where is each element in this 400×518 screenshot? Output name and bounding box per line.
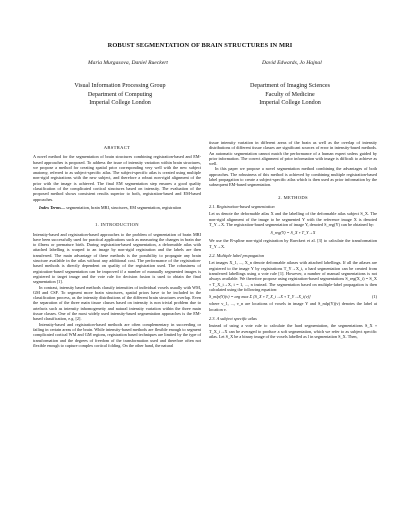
paper-title: ROBUST SEGMENTATION OF BRAIN STRUCTURES IN MRI [107, 42, 293, 49]
affil-right-line: Department of Imaging Sciences [249, 83, 331, 89]
intro-paragraph: In contrast, intensity based methods classify intensities of individual voxels usually with WM, GM and CSF. To segment more brain structures, spatial priors have to be included in the classification process, as the intensity distributions of the different brain structures overlap. Even the separation of the three main tissue classes based on intensity is non trivial problem due to artefacts such as intensity inhomogeneity and natural intensity variation within the three main tissue classes. One of the most widely used intensity-based segmentation approaches is the EM-based classification, e.g. [2]. [33, 284, 201, 322]
body-paragraph: tissue intensity variation in different areas of the brain as well as the overlap of intensity distributions of different tissue classes are significant sources of error in intensity-based methods. An automatic segmentation cannot match the performance of a human expert unless guided by prior information. The correct alignment of prior information with image is difficult to achieve as well. [209, 140, 377, 167]
authors-right: David Edwards, Jo Hajnal [262, 60, 322, 66]
abstract-heading: ABSTRACT [103, 145, 131, 150]
index-terms-text: segmentation, brain MRI, structures, EM segmentation, registration [65, 204, 182, 210]
affiliation-right [210, 82, 370, 108]
right-column [209, 140, 377, 339]
index-terms-label: Index Terms— [39, 204, 66, 210]
intro-paragraph: Intensity-based and registration-based methods are often complementary in succeeding or failing in certain areas of the brain. While intensity-based methods are flexible enough to segment complicated cortical WM and GM regions, registration based techniques are limited by the type of transformation and the degrees of freedom of the transformation used and therefore often not flexible enough to capture complex cortical folding. On the other hand, the natural [33, 321, 201, 348]
body-paragraph: Let us denote the deformable atlas X and the labelling of the deformable atlas subject S_X. The non-rigid alignment of the image to be segmented Y with the reference image X is denoted T_Y→X. The registration-based segmentation of image Y, denoted S_reg(Y) can be obtained by: [209, 211, 377, 227]
methods-heading: 2. METHODS [278, 194, 308, 200]
subsection-heading: 2.3. A subject specific atlas [209, 316, 257, 322]
equation: S_mlp(Y)(v) = arg max Σ [S_X ∘ T_X_i→X ∘ T_Y→X_i(v)] [209, 294, 311, 300]
equation: S_reg(Y) = S_X ∘ T_Y→X [270, 230, 316, 236]
authors-left: Maria Murgasova, Daniel Rueckert [88, 60, 168, 66]
intro-heading: 1. INTRODUCTION [95, 222, 139, 228]
body-paragraph: Let images X_1, ..., X_n denote deformable atlases with attached labellings. If all the atlases are registered to the image Y by registrations T_Y→X_i, a hard segmentation can be created from transferred labellings using a vote rule [1]. However, a number of manual segmentations is not always available. We therefore propose using registration-based segmentations S_reg(X_i) = S_X ∘ T_X_i→X, i = 1, ..., n instead. The segmentation based on multiple-label propagation is then calculated using the following equation: [209, 260, 377, 292]
subsection-heading: 2.2. Multiple label propagation [209, 253, 265, 259]
subsection-heading: 2.1. Registration-based segmentation [209, 203, 275, 209]
index-terms [33, 205, 201, 210]
equation-number: (1) [372, 294, 377, 300]
affil-right-line: Faculty of Medicine [265, 91, 315, 98]
affil-left-line: Visual Information Processing Group [74, 83, 166, 89]
abstract-text: A novel method for the segmentation of brain structures combining registration-based and EM-based approaches is proposed. To address the issue of intensity variation within brain structures, we propose a method for creating spatial prior corresponding very well with the new subject anatomy, referred to as subject-specific atlas. The subject-specific atlas is created using multiple non-rigid registrations with the new subject, and therefore a robust non-rigid alignment of the prior with the image is achieved. The final EM segmentation step ensures a good quality classification of the complicated cortical structures based on intensity. The evaluation of the proposed method shows consistent results superior to both, registration-based and EM-based approaches. [33, 154, 201, 202]
affil-left-line: Department of Computing [87, 91, 153, 98]
left-column [33, 140, 201, 348]
intro-paragraph: Intensity-based and registration-based approaches to the problem of segmentation of brain MRI have been successfully used for practical applications such as measuring the changes in brain due to illness or premature birth. During registration-based segmentation, a deformable atlas with attached labelling is warped to an image by non-rigid registration and the labels are then transferred. The main advantage of these methods is the possibility to propagate any brain structure available in the atlas without any additional cost. The performance of the registration-based methods is directly dependent on quality of the registration used. The robustness of registration-based segmentation can be improved if a number of manually segmented images is registered to target image and the vote rule for decision fusion is used to obtain the final segmentation [1]. [33, 231, 201, 285]
numbered-equation [209, 294, 377, 299]
body-paragraph: Instead of using a vote rule to calculate the hard segmentation, the segmentations S_X ∘ T_X_i→X can be averaged to produce a soft segmentation, which we refer to as subject specific atlas. Let S_X be a binary image of the voxels labelled as l in segmentation S_X. Then, [209, 323, 377, 339]
body-paragraph: We use the B-spline non-rigid registration by Rueckert et al. [3] to calculate the transformation T_Y→X. [209, 238, 377, 249]
affil-right-line: Imperial College London [259, 100, 321, 107]
affil-left-line: Imperial College London [89, 100, 151, 107]
affiliation-left [40, 82, 200, 108]
body-paragraph: In this paper we propose a novel segmentation method combining the advantages of both approaches. The robustness of this method is achieved by combining multiple registration-based label propagation to create a subject-specific atlas which is then used as prior information by the subsequent EM-based segmentation. [209, 166, 377, 188]
body-paragraph: where v_1, ..., v_n are locations of voxels in image Y and S_mlp(Y)(v) denotes the label at location v. [209, 301, 377, 312]
